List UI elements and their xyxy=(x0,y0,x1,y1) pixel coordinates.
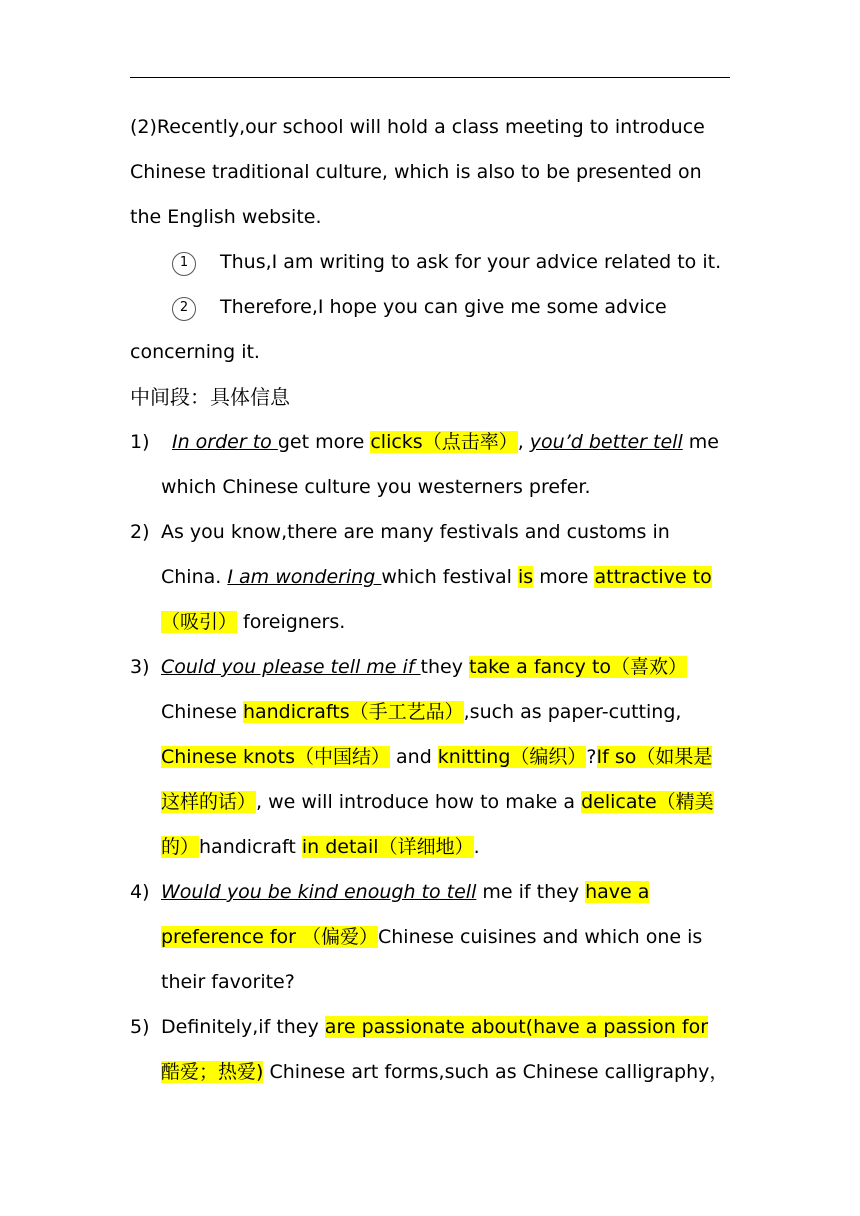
text-run: foreigners. xyxy=(237,611,346,633)
list-item xyxy=(130,510,730,645)
option-2-text: Therefore,I hope you can give me some advice concerning it. xyxy=(130,296,667,363)
text-run: which festival xyxy=(381,566,518,588)
phrase-underlined: Could you please tell me if xyxy=(161,656,421,678)
text-run: they xyxy=(420,656,470,678)
circled-number-2: 2 xyxy=(172,297,196,321)
text-run: As you know,there are many festivals and customs in China. xyxy=(161,521,670,588)
text-run: . xyxy=(473,836,480,858)
text-run: , we will introduce how to make a xyxy=(256,791,582,813)
phrase-underlined: In order to xyxy=(172,431,278,453)
header-rule xyxy=(130,77,730,78)
paragraph-2: (2)Recently,our school will hold a class meeting to introduce Chinese traditional culture, which is also to be presented on the English website. xyxy=(130,116,705,228)
text-run: and xyxy=(389,746,438,768)
text-run: me which Chinese culture you westerners prefer. xyxy=(161,431,719,498)
highlighted-phrase: have a preference for （偏爱） xyxy=(161,881,650,948)
item-number: 2) xyxy=(130,521,150,543)
text-run: handicraft xyxy=(199,836,302,858)
section-heading: 中间段：具体信息 xyxy=(130,385,290,409)
text-run: Definitely,if they xyxy=(161,1016,325,1038)
highlighted-phrase: clicks（点击率） xyxy=(370,431,518,453)
option-2-indent xyxy=(130,296,172,318)
list-item xyxy=(130,645,730,870)
highlighted-phrase: in detail（详细地） xyxy=(301,836,474,858)
highlighted-phrase: knitting（编织） xyxy=(437,746,587,768)
item-number: 3) xyxy=(130,656,150,678)
list-item xyxy=(130,420,730,510)
text-run: me if they xyxy=(476,881,586,903)
list-item xyxy=(130,870,730,1005)
highlighted-phrase: are passionate about(have a passion for 酷爱；热爱) xyxy=(161,1016,709,1083)
option-1 xyxy=(130,240,730,285)
item-number: 5) xyxy=(130,1016,150,1038)
highlighted-phrase: If so（如果是这样的话） xyxy=(161,746,713,813)
text-run: Chinese xyxy=(161,701,243,723)
list-item xyxy=(130,1005,730,1095)
text-run: more xyxy=(533,566,595,588)
highlighted-phrase: take a fancy to（喜欢） xyxy=(469,656,688,678)
tips-list xyxy=(130,420,730,1095)
option-1-text: Thus,I am writing to ask for your advice related to it. xyxy=(220,251,722,273)
phrase-underlined: I am wondering xyxy=(227,566,382,588)
text-run: Chinese art forms,such as Chinese calligraphy， xyxy=(263,1061,729,1083)
option-2 xyxy=(130,285,730,375)
item-number: 1) xyxy=(130,431,150,453)
highlighted-phrase: is xyxy=(518,566,534,588)
document-body xyxy=(130,105,730,1095)
text-run: ,such as paper-cutting, xyxy=(463,701,682,723)
text-run: get more xyxy=(277,431,371,453)
highlighted-phrase: handicrafts（手工艺品） xyxy=(242,701,464,723)
phrase-underlined: you’d better tell xyxy=(529,431,683,453)
circled-number-1: 1 xyxy=(172,252,196,276)
highlighted-phrase: attractive to（吸引） xyxy=(161,566,712,633)
text-run: ? xyxy=(586,746,597,768)
text-run: Chinese cuisines and which one is their favorite? xyxy=(161,926,703,993)
item-number: 4) xyxy=(130,881,150,903)
text-run: , xyxy=(517,431,530,453)
highlighted-phrase: delicate（精美的） xyxy=(161,791,714,858)
highlighted-phrase: Chinese knots（中国结） xyxy=(161,746,390,768)
phrase-underlined: Would you be kind enough to tell xyxy=(161,881,477,903)
